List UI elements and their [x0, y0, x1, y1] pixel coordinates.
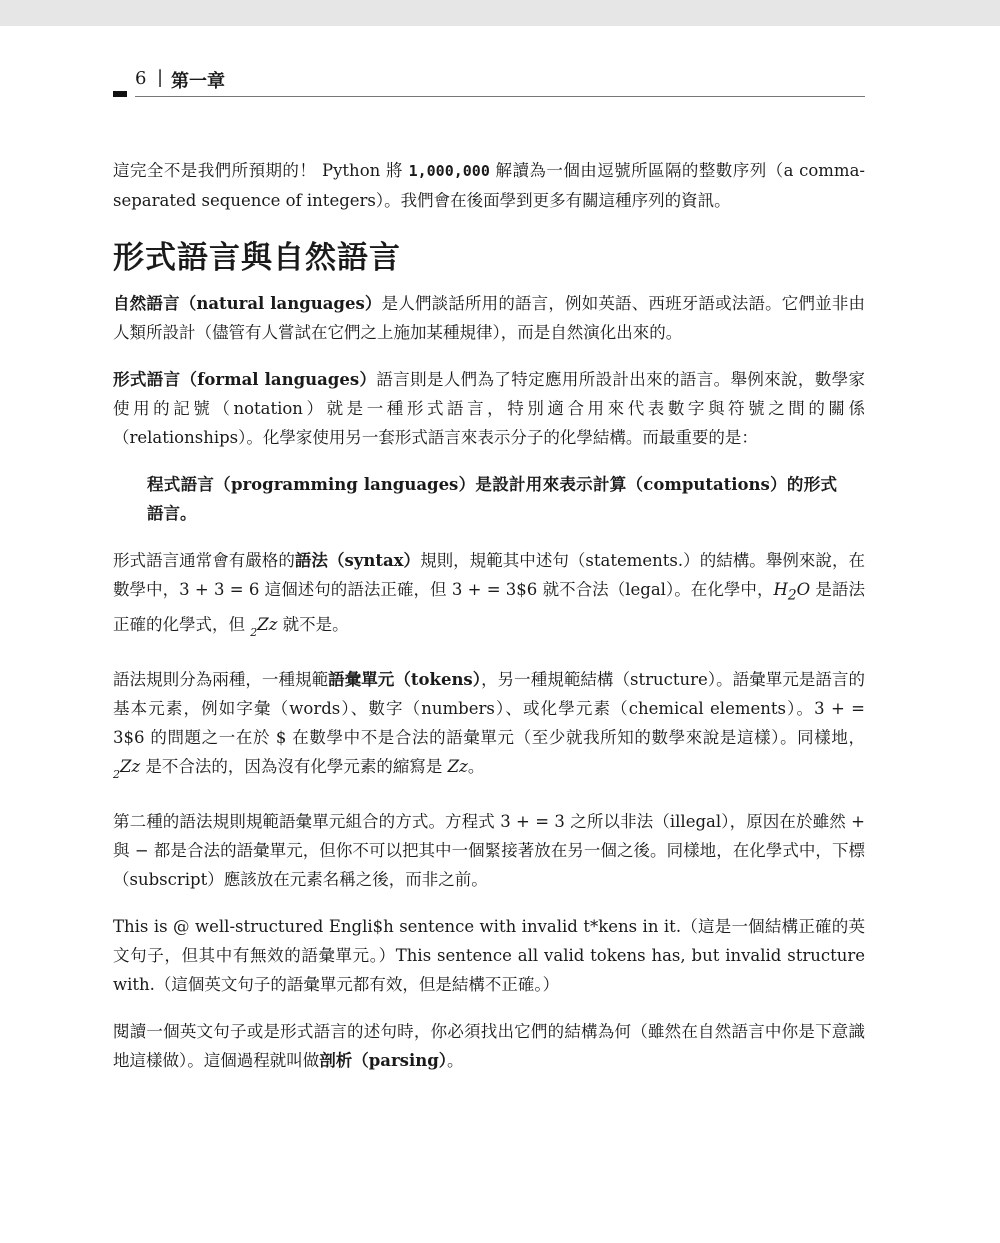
natural-text: 是人們談話所用的語言，例如英語、西班牙語或法語。它們並非由人類所設計（儘管有人嘗試在它們之上施加某種規律），而是自然演化出來的。: [113, 294, 865, 342]
inline-code: 1,000,000: [408, 162, 490, 180]
paragraph-natural-languages: [113, 289, 865, 347]
paragraph-intro: [113, 156, 865, 215]
page-number: 6: [135, 68, 147, 89]
page-body: [113, 156, 865, 1093]
term-natural-languages: 自然語言（natural languages）: [113, 294, 382, 313]
formula-2zz: [250, 615, 278, 640]
formula-presubscript-2: 2: [113, 768, 120, 782]
definition-quote: 程式語言（programming languages）是設計用來表示計算（computations）的形式語言。: [147, 475, 837, 523]
formula-zz: Zz: [257, 615, 278, 635]
tokens-text-2: ，另一種規範結構（structure）。語彙單元是語言的基本元素，例如字彙（words）、數字（numbers）、或化學元素（chemical elements）。3 + = 3$6 的問題之一在於 $ 在數學中不是合法的語彙單元（至少就我所知的數學來說是這樣）。同樣地，: [113, 670, 866, 748]
intro-text-2: 解讀為一個由逗號所區隔的整數序列（a comma-separated sequence of integers）。我們會在後面學到更多有關這種序列的資訊。: [113, 161, 865, 210]
syntax-text-4: 就不是。: [277, 615, 349, 635]
parsing-text-2: 。: [447, 1051, 464, 1071]
formula-h2o: [773, 580, 811, 604]
paragraph-second-kind: 第二種的語法規則規範語彙單元組合的方式。方程式 3 + = 3 之所以非法（illegal），原因在於雖然 + 與 − 都是合法的語彙單元，但你不可以把其中一個緊接著放在另一個之後。同樣地，在化學式中，下標（subscript）應該放在元素名稱之後，而非之前。: [113, 812, 865, 890]
formula-2zz-2: [113, 757, 141, 782]
tokens-text-4: 。: [467, 757, 485, 777]
tokens-text-1: 語法規則分為兩種，一種規範: [113, 670, 329, 690]
formula-zz-3: Zz: [447, 757, 468, 777]
intro-text-1: 這完全不是我們所預期的！ Python 將: [113, 161, 409, 180]
top-band: [0, 0, 1000, 26]
formula-presubscript: 2: [250, 626, 258, 640]
formal-text: 語言則是人們為了特定應用所設計出來的語言。舉例來說，數學家使用的記號（notation）就是一種形式語言，特別適合用來代表數字與符號之間的關係（relationships）。化學家使用另一套形式語言來表示分子的化學結構。而最重要的是：: [113, 370, 865, 447]
syntax-text-2: 規則，規範其中述句（statements.）的結構。舉例來說，在數學中，3 + 3 = 6 這個述句的語法正確，但 3 + = 3$6 就不合法（legal）。在化學中，: [113, 551, 865, 599]
paragraph-english-example: This is @ well-structured Engli$h sentence with invalid t*kens in it.（這是一個結構正確的英文句子，但其中有無效的語彙單元。）This sentence all valid tokens has, but invalid structure with.（這個英文句子的語彙單元都有效，但是結構不正確。）: [113, 917, 865, 995]
chapter-title: 第一章: [171, 71, 225, 92]
formula-zz-2: Zz: [120, 757, 141, 777]
paragraph-syntax: [113, 546, 865, 647]
term-syntax: 語法（syntax）: [294, 551, 421, 570]
header-rule: [135, 96, 865, 97]
term-formal-languages: 形式語言（formal languages）: [113, 370, 377, 389]
term-parsing: 剖析（parsing）: [319, 1051, 448, 1071]
formula-subscript: 2: [787, 587, 797, 604]
tokens-text-3: 是不合法的，因為沒有化學元素的縮寫是: [140, 757, 448, 777]
parsing-text-1: 閱讀一個英文句子或是形式語言的述句時，你必須找出它們的結構為何（雖然在自然語言中你是下意識地這樣做）。這個過程就叫做: [113, 1022, 865, 1071]
header-tab-mark: [113, 91, 127, 97]
paragraph-tokens: [113, 665, 865, 789]
formula-h: H: [773, 580, 788, 599]
header-separator: |: [157, 67, 164, 88]
paragraph-formal-languages: [113, 365, 865, 452]
syntax-text-3: 是語法正確的化學式，但: [113, 580, 866, 635]
paragraph-parsing: [113, 1017, 865, 1075]
term-tokens: 語彙單元（tokens）: [328, 670, 482, 690]
running-header: [113, 66, 865, 96]
section-heading: 形式語言與自然語言: [113, 240, 401, 276]
syntax-text-1: 形式語言通常會有嚴格的: [113, 551, 295, 570]
formula-o: O: [796, 580, 811, 599]
